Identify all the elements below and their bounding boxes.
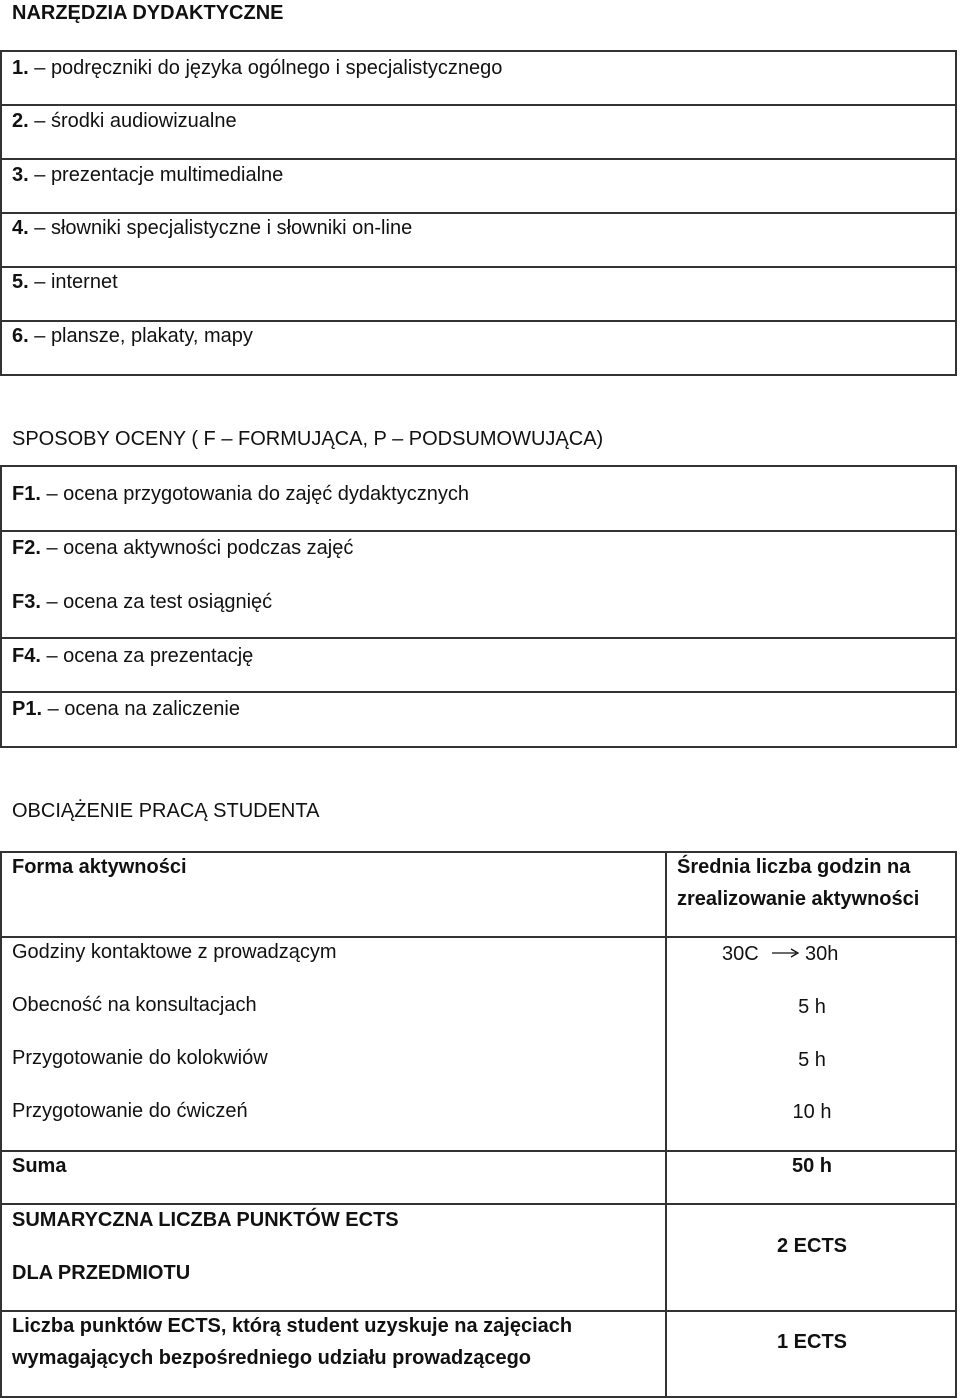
tools-item-1: 1. – podręczniki do języka ogólnego i specjalistycznego (12, 57, 503, 79)
workload-col2-header-line2: zrealizowanie aktywności (677, 888, 920, 910)
tools-item-5: 5. – internet (12, 271, 118, 293)
assessment-heading: SPOSOBY OCENY ( F – FORMUJĄCA, P – PODSUMOWUJĄCA) (12, 428, 604, 450)
tools-item-3: 3. – prezentacje multimedialne (12, 164, 284, 186)
ects-direct-label-line1: Liczba punktów ECTS, którą student uzyskuje na zajęciach (12, 1315, 573, 1337)
workload-sum-label: Suma (12, 1155, 67, 1177)
ects-total-value: 2 ECTS (776, 1235, 848, 1257)
contact-hours-value: 30h (805, 943, 839, 965)
tools-heading: NARZĘDZIA DYDAKTYCZNE (12, 2, 284, 24)
workload-heading: OBCIĄŻENIE PRACĄ STUDENTA (12, 800, 320, 822)
assessment-item-f2: F2. – ocena aktywności podczas zajęć (12, 537, 354, 559)
workload-row-activity: Przygotowanie do ćwiczeń (12, 1100, 248, 1122)
assessment-item-p1: P1. – ocena na zaliczenie (12, 698, 240, 720)
workload-col1-header: Forma aktywności (12, 856, 187, 878)
ects-total-label-line1: SUMARYCZNA LICZBA PUNKTÓW ECTS (12, 1209, 399, 1231)
workload-row-hours: 5 h (798, 996, 826, 1018)
workload-row-hours: 5 h (798, 1049, 826, 1071)
workload-col2-header-line1: Średnia liczba godzin na (677, 856, 911, 878)
assessment-item-f4: F4. – ocena za prezentację (12, 645, 254, 667)
tools-item-6: 6. – plansze, plakaty, mapy (12, 325, 253, 347)
workload-sum-value: 50 h (791, 1155, 833, 1177)
workload-row-activity: Obecność na konsultacjach (12, 994, 257, 1016)
tools-item-2: 2. – środki audiowizualne (12, 110, 237, 132)
workload-row-hours: 10 h (792, 1101, 832, 1123)
assessment-item-f3: F3. – ocena za test osiągnięć (12, 591, 273, 613)
workload-row-activity: Przygotowanie do kolokwiów (12, 1047, 268, 1069)
ects-direct-label-line2: wymagających bezpośredniego udziału prowadzącego (12, 1347, 532, 1369)
workload-row-activity: Godziny kontaktowe z prowadzącym (12, 941, 337, 963)
arrow-right-icon (770, 944, 802, 962)
assessment-item-f1: F1. – ocena przygotowania do zajęć dydaktycznych (12, 483, 469, 505)
ects-total-label-line2: DLA PRZEDMIOTU (12, 1262, 191, 1284)
contact-hours-code: 30C (722, 943, 759, 965)
ects-direct-value: 1 ECTS (776, 1331, 848, 1353)
tools-item-4: 4. – słowniki specjalistyczne i słowniki on-line (12, 217, 413, 239)
